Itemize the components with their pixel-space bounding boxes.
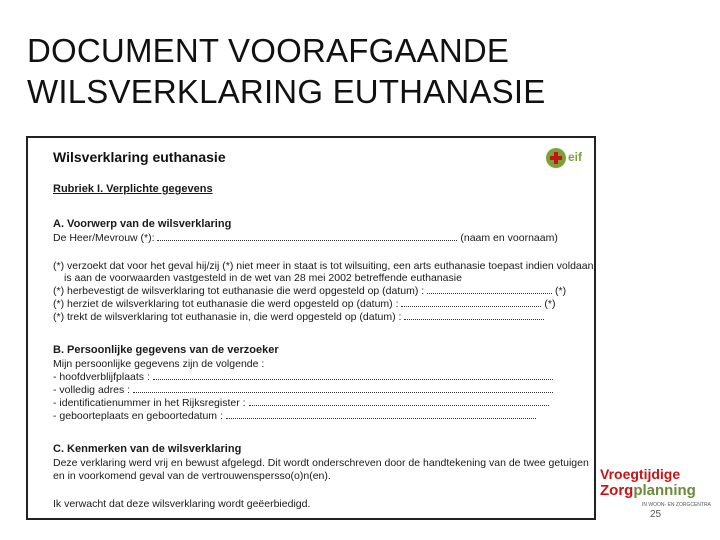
brand-line1: Vroegtijdige xyxy=(600,466,681,482)
section-a-line-1: (*) verzoekt dat voor het geval hij/zij (*) niet meer in staat is tot wilsuiting, een arts euthanasie toepast indien voldaan xyxy=(53,260,594,272)
reconfirm-dotted-line xyxy=(427,285,552,294)
section-c-heading: C. Kenmerken van de wilsverklaring xyxy=(53,443,242,455)
revoke-text: (*) trekt de wilsverklaring tot euthanasie in, die werd opgesteld op (datum) : xyxy=(53,311,402,323)
name-dotted-line xyxy=(157,232,457,241)
brand-planning: planning xyxy=(633,482,696,499)
revise-text: (*) herziet de wilsverklaring tot euthanasie die werd opgesteld op (datum) : xyxy=(53,298,399,310)
section-c-line-1: Deze verklaring werd vrij en bewust afgelegd. Dit wordt onderschreven door de handtekening van de twee getuigen xyxy=(53,457,589,469)
slide-title-line2: WILSVERKLARING EUTHANASIE xyxy=(27,73,546,110)
page-number: 25 xyxy=(650,509,662,520)
field-label: - identificatienummer in het Rijksregister : xyxy=(53,397,246,409)
name-suffix: (naam en voornaam) xyxy=(460,232,558,244)
document-title: Wilsverklaring euthanasie xyxy=(53,149,226,165)
field-national-id xyxy=(53,397,549,409)
rubriek-heading: Rubriek I. Verplichte gegevens xyxy=(53,183,213,195)
slide-title-line1: DOCUMENT VOORAFGAANDE xyxy=(27,32,510,69)
field-dotted-line xyxy=(133,384,553,393)
reconfirm-text: (*) herbevestigt de wilsverklaring tot euthanasie die werd opgesteld op (datum) : xyxy=(53,285,425,297)
eif-logo xyxy=(546,148,596,174)
section-a-line-4 xyxy=(53,298,555,310)
section-b-intro: Mijn persoonlijke gegevens zijn de volgende : xyxy=(53,358,265,370)
field-dotted-line xyxy=(153,371,553,380)
name-line xyxy=(53,232,558,244)
logo-text: eif xyxy=(568,150,583,164)
field-dotted-line xyxy=(226,410,536,419)
field-label: - hoofdverblijfplaats : xyxy=(53,371,150,383)
slide-title xyxy=(27,30,627,112)
revoke-dotted-line xyxy=(404,311,544,320)
section-c-line-2: en in voorkomend geval van de vertrouwenspersso(o)n(en). xyxy=(53,470,331,482)
footnote-mark: (*) xyxy=(555,285,567,297)
cross-icon xyxy=(546,148,566,168)
brand-line2 xyxy=(600,482,696,499)
brand-zorg: Zorg xyxy=(600,482,634,499)
field-address xyxy=(53,384,553,396)
field-label: - volledig adres : xyxy=(53,384,131,396)
document-scan xyxy=(26,136,596,520)
field-dotted-line xyxy=(249,397,549,406)
section-c-line-3: Ik verwacht dat deze wilsverklaring wordt geëerbiedigd. xyxy=(53,498,311,510)
field-label: - geboorteplaats en geboortedatum : xyxy=(53,410,223,422)
field-residence xyxy=(53,371,553,383)
footnote-mark: (*) xyxy=(544,298,556,310)
field-birth xyxy=(53,410,536,422)
section-a-heading: A. Voorwerp van de wilsverklaring xyxy=(53,218,232,230)
section-b-heading: B. Persoonlijke gegevens van de verzoeker xyxy=(53,344,279,356)
revise-dotted-line xyxy=(401,298,541,307)
brand-subtitle: IN WOON- EN ZORGCENTRA xyxy=(642,502,711,508)
section-a-line-3 xyxy=(53,285,566,297)
name-label: De Heer/Mevrouw (*): xyxy=(53,232,155,244)
section-a-line-5 xyxy=(53,311,544,323)
section-a-line-2: is aan de voorwaarden vastgesteld in de wet van 28 mei 2002 betreffende euthanasie xyxy=(64,272,462,284)
